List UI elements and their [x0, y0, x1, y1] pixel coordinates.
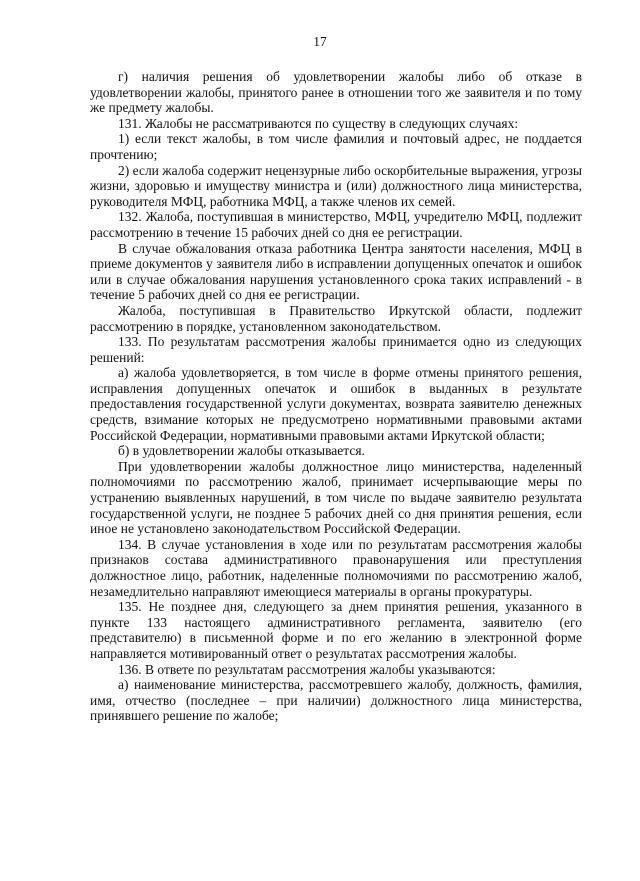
paragraph-clause-g: г) наличия решения об удовлетворении жалобы либо об отказе в удовлетворении жалобы, принятого ранее в отношении того же заявителя и по тому же предмету жалобы. — [90, 69, 582, 116]
page-number: 17 — [313, 34, 327, 49]
paragraph-133-item-a: а) жалоба удовлетворяется, в том числе в форме отмены принятого решения, исправления допущенных опечаток и ошибок в выданных в результате предоставления государственной услуги документах, возврата заявителю денежных средств, взимание которых не предусмотрено нормативными правовыми актами Российской Федерации, нормативными правовыми актами Иркутской области; — [90, 365, 582, 443]
paragraph-135: 135. Не позднее дня, следующего за днем принятия решения, указанного в пункте 133 настоящего административного регламента, заявителю (его представителю) в письменной форме и по его желанию в электронной форме направляется мотивированный ответ о результатах рассмотрения жалобы. — [90, 599, 582, 661]
paragraph-131-item-1: 1) если текст жалобы, в том числе фамилия и почтовый адрес, не поддается прочтению; — [90, 131, 582, 162]
paragraph-132: 132. Жалоба, поступившая в министерство, МФЦ, учредителю МФЦ, подлежит рассмотрению в течение 15 рабочих дней со дня ее регистрации. — [90, 209, 582, 240]
paragraph-136: 136. В ответе по результатам рассмотрения жалобы указываются: — [118, 661, 496, 677]
paragraph-131-item-2: 2) если жалоба содержит нецензурные либо оскорбительные выражения, угрозы жизни, здоровью и имуществу министра и (или) должностного лица министерства, руководителя МФЦ, работника МФЦ, а также членов их семей. — [90, 162, 582, 209]
paragraph-133-satisfaction: При удовлетворении жалобы должностное лицо министерства, наделенный полномочиями по рассмотрению жалоб, принимает исчерпывающие меры по устранению выявленных нарушений, в том числе по выдаче заявителю результата государственной услуги, не позднее 5 рабочих дней со дня принятия решения, если иное не установлено законодательством Российской Федерации. — [90, 458, 582, 537]
paragraph-132-employment-center: В случае обжалования отказа работника Центра занятости населения, МФЦ в приеме документов у заявителя либо в исправлении допущенных опечаток и ошибок или в случае обжалования нарушения установленного срока таких исправлений - в течение 5 рабочих дней со дня ее регистрации. — [90, 240, 582, 303]
paragraph-133-item-b: б) в удовлетворении жалобы отказывается. — [118, 443, 365, 459]
paragraph-136-item-a: а) наименование министерства, рассмотревшего жалобу, должность, фамилия, имя, отчество (последнее – при наличии) должностного лица министерства, принявшего решение по жалобе; — [90, 677, 582, 724]
paragraph-132-government: Жалоба, поступившая в Правительство Иркутской области, подлежит рассмотрению в порядке, установленном законодательством. — [90, 302, 582, 334]
document-body — [90, 69, 582, 724]
paragraph-133: 133. По результатам рассмотрения жалобы принимается одно из следующих решений: — [90, 334, 582, 365]
paragraph-131: 131. Жалобы не рассматриваются по существу в следующих случаях: — [118, 115, 519, 131]
paragraph-134: 134. В случае установления в ходе или по результатам рассмотрения жалобы признаков состава административного правонарушения или преступления должностное лицо, работник, наделенные полномочиями по рассмотрению жалоб, незамедлительно направляют имеющиеся материалы в органы прокуратуры. — [90, 536, 582, 599]
